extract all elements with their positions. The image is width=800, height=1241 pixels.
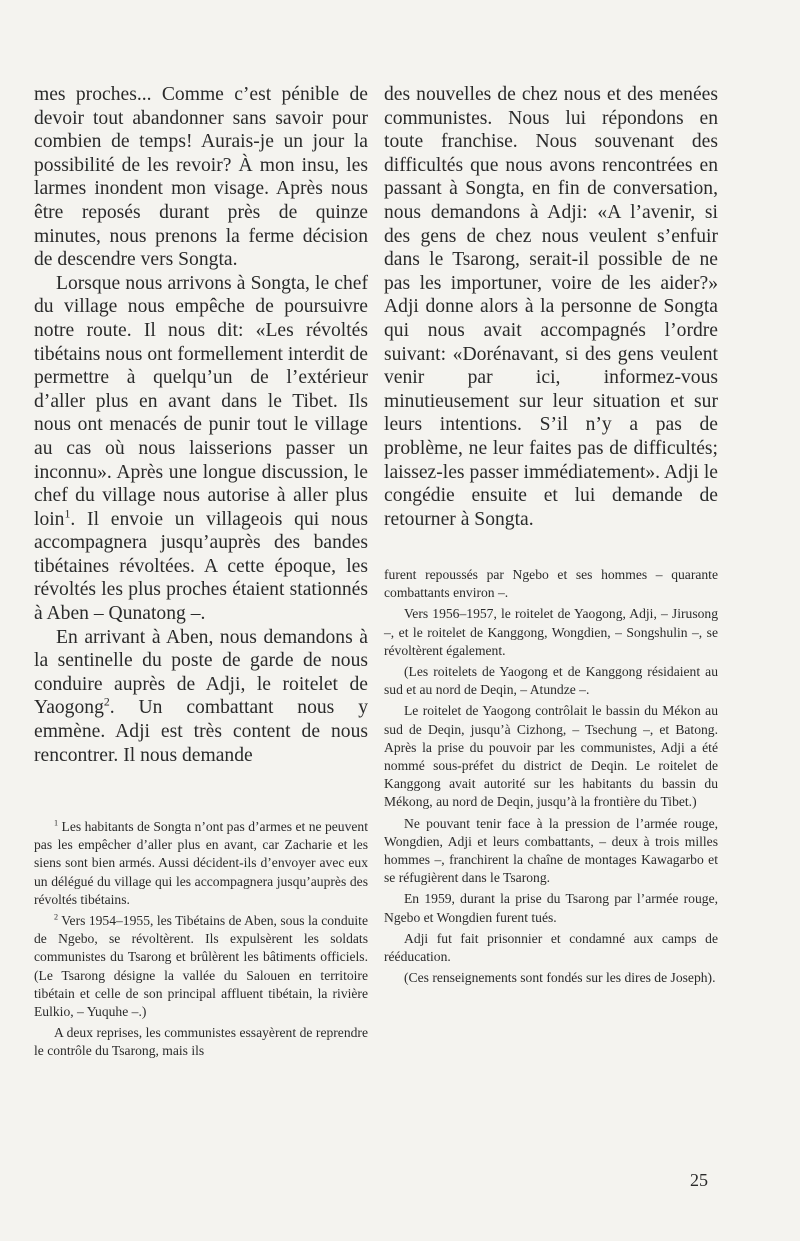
footnote-paragraph: Vers 1956–1957, le roitelet de Yaogong, Adji, – Jirusong –, et le roitelet de Kanggong, Wongdien, – Songshulin –, se révoltèrent également. [384, 606, 718, 658]
footnote-mark: 1 [54, 818, 59, 828]
text: . Un combattant nous y emmène. Adji est très content de nous rencontrer. Il nous demande [34, 697, 368, 766]
footnote-text: Vers 1954–1955, les Tibétains de Aben, sous la conduite de Ngebo, se révoltèrent. Ils expulsèrent les soldats communistes du Tsarong et brûlèrent les bâtiments officiels. (Le Tsarong désigne la vallée du Salouen en territoire tibétain et celle de son principal affluent tibétain, la rivière Eulkio, – Yuquhe –.) [34, 913, 368, 1020]
footnote-paragraph: Adji fut fait prisonnier et condamné aux camps de rééducation. [384, 930, 718, 965]
footnote-paragraph: Ne pouvant tenir face à la pression de l’armée rouge, Wongdien, Adji et leurs combattants, – deux à trois milles hommes –, franchirent la chaîne de montages Kawagarbo et se réfugièrent dans le Tsarong. [384, 815, 718, 886]
footnote-paragraph: En 1959, durant la prise du Tsarong par l’armée rouge, Ngebo et Wongdien furent tués. [384, 891, 718, 925]
right-column [384, 83, 718, 531]
footnote-paragraph: Le roitelet de Yaogong contrôlait le bassin du Mékon au sud de Deqin, jusqu’à Cizhong, – Tsechung –, et Batong. Après la prise du pouvoir par les communistes, Adji a été nommé sous-préfet du district de Deqin. Le roitelet de Kanggong avait autorité sur les habitants du bassin du Mékong, au nord de Deqin, jusqu’à la frontière du Tibet.) [384, 703, 718, 810]
footnote-1 [34, 818, 368, 909]
footnote-2-continued: A deux reprises, les communistes essayèrent de reprendre le contrôle du Tsarong, mais ils [34, 1025, 368, 1059]
footnote-2 [34, 912, 368, 1021]
footnote-mark: 2 [54, 912, 59, 922]
paragraph: mes proches... Comme c’est pénible de devoir tout abandonner sans savoir pour combien de temps! Aurais-je un jour la possibilité de les revoir? À mon insu, les larmes inondent mon visage. Après nous être reposés durant près de quinze minutes, nous prenons la ferme décision de descendre vers Songta. [34, 84, 368, 271]
footnote-text: Les habitants de Songta n’ont pas d’armes et ne peuvent pas les empêcher d’aller plus en avant, car Zacharie et les siens sont bien armés. Aussi décident-ils d’envoyer avec eux un délégué du village qui les accompagnera jusqu’auprès des révoltés tibétains. [34, 819, 368, 907]
left-column [34, 83, 368, 767]
footnote-paragraph: furent repoussés par Ngebo et ses hommes – quarante combattants environ –. [384, 567, 718, 601]
text: Lorsque nous arrivons à Songta, le chef du village nous empêche de poursuivre notre route. Il nous dit: «Les révoltés tibétains nous ont formellement interdit de permettre à quelqu’un de l’extérieur d’aller plus en avant dans le Tibet. Ils nous ont menacés de punir tout le village au cas où nous laisserions passer un inconnu». Après une longue discussion, le chef du village nous autorise à aller plus loin [34, 272, 368, 530]
footnotes-right [384, 566, 718, 987]
page-number: 25 [690, 1170, 708, 1190]
footnote-ref: 2 [103, 695, 110, 709]
paragraph [34, 272, 368, 626]
footnotes-left [34, 818, 368, 1061]
text: En arrivant à Aben, nous demandons à la sentinelle du poste de garde de nous conduire auprès de Adji, le roitelet de Yaogong [34, 626, 368, 719]
text: . Il envoie un villageois qui nous accompagnera jusqu’auprès des bandes tibétaines révoltées. A cette époque, les révoltés les plus proches étaient stationnés à Aben – Qunatong –. [34, 508, 368, 625]
paragraph: des nouvelles de chez nous et des menées communistes. Nous lui répondons en toute franchise. Nous souvenant des difficultés que nous avons rencontrées en passant à Songta, en fin de conversation, nous demandons à Adji: «A l’avenir, si des gens de chez nous veulent s’enfuir dans le Tsarong, serait-il possible de ne pas les importuner, voire de les aider?» Adji donne alors à la personne de Songta qui nous avait accompagnés l’ordre suivant: «Dorénavant, si des gens veulent venir par ici, informez-vous minutieusement sur leur situation et sur leurs intentions. S’il n’y a pas de problème, ne leur faites pas de difficultés; laissez-les passer immédiatement». Adji le congédie ensuite et lui demande de retourner à Songta. [384, 84, 718, 530]
footnote-ref: 1 [64, 507, 71, 521]
footnote-paragraph: (Les roitelets de Yaogong et de Kanggong résidaient au sud et au nord de Deqin, – Atundze –. [384, 664, 718, 698]
paragraph [34, 626, 368, 768]
footnote-paragraph: (Ces renseignements sont fondés sur les dires de Joseph). [404, 970, 716, 986]
